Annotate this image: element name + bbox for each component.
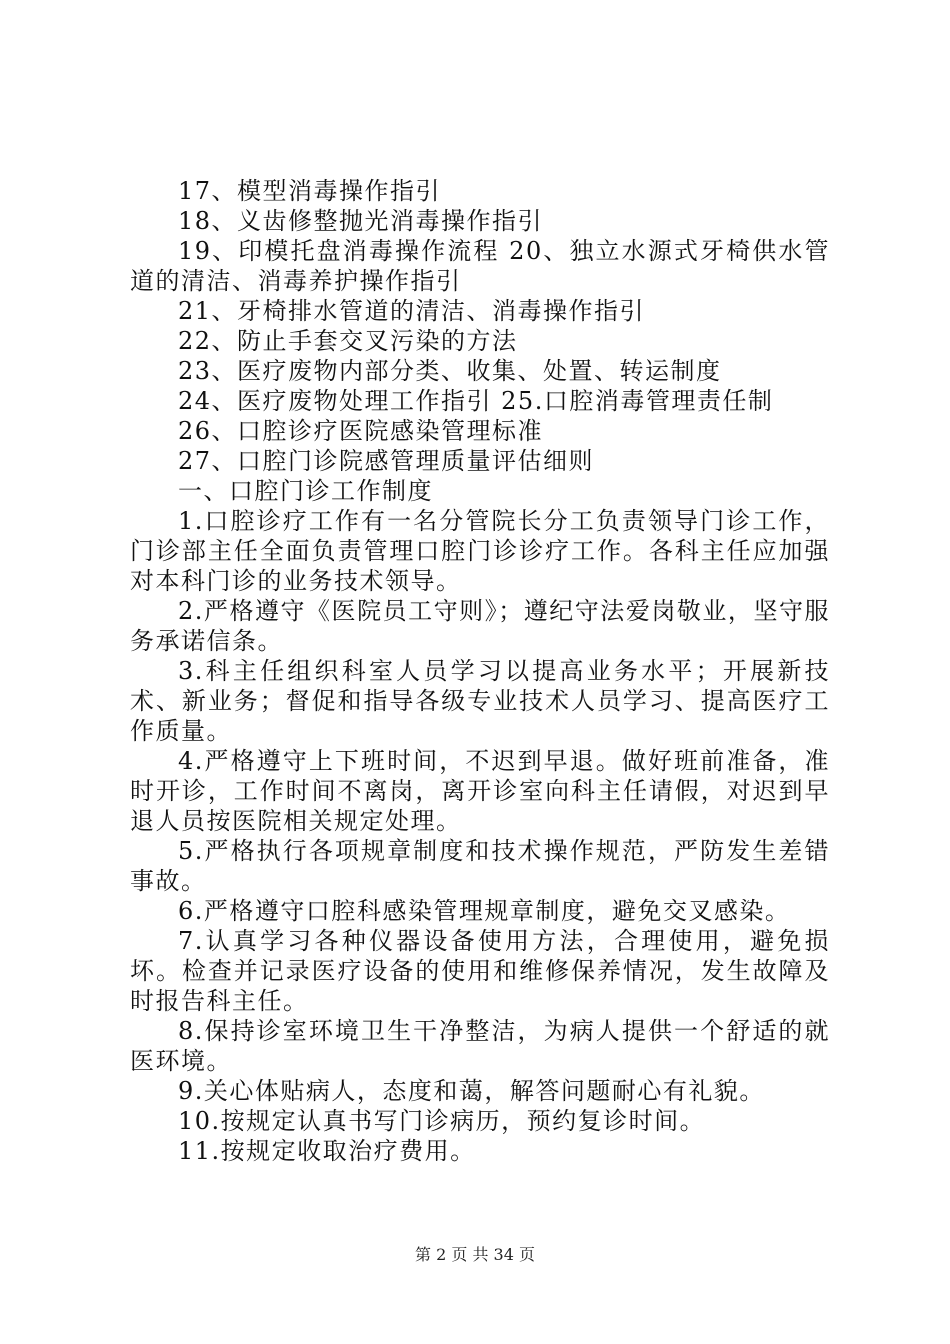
- paragraph: 8.保持诊室环境卫生干净整洁，为病人提供一个舒适的就医环境。: [130, 1017, 830, 1075]
- paragraph: 6.严格遵守口腔科感染管理规章制度，避免交叉感染。: [178, 897, 791, 925]
- paragraph: 3.科主任组织科室人员学习以提高业务水平；开展新技术、新业务；督促和指导各级专业技术人员学习、提高医疗工作质量。: [130, 657, 830, 745]
- paragraph: 10.按规定认真书写门诊病历，预约复诊时间。: [178, 1107, 706, 1135]
- paragraph: 11.按规定收取治疗费用。: [178, 1137, 476, 1165]
- paragraph: 2.严格遵守《医院员工守则》；遵纪守法爱岗敬业，坚守服务承诺信条。: [130, 597, 830, 655]
- paragraph: 7.认真学习各种仪器设备使用方法，合理使用，避免损坏。检查并记录医疗设备的使用和维修保养情况，发生故障及时报告科主任。: [130, 927, 830, 1015]
- paragraph: 5.严格执行各项规章制度和技术操作规范，严防发生差错事故。: [130, 837, 830, 895]
- paragraph: 23、医疗废物内部分类、收集、处置、转运制度: [178, 357, 722, 385]
- paragraph: 27、口腔门诊院感管理质量评估细则: [178, 447, 595, 475]
- paragraph: 9.关心体贴病人，态度和蔼，解答问题耐心有礼貌。: [178, 1077, 765, 1105]
- paragraph: 4.严格遵守上下班时间，不迟到早退。做好班前准备，准时开诊，工作时间不离岗，离开诊室向科主任请假，对迟到早退人员按医院相关规定处理。: [130, 747, 830, 835]
- paragraph: 19、印模托盘消毒操作流程 20、独立水源式牙椅供水管道的清洁、消毒养护操作指引: [130, 237, 830, 295]
- page-footer: 第 2 页 共 34 页: [415, 1245, 535, 1264]
- paragraph: 17、模型消毒操作指引: [178, 177, 442, 205]
- paragraph: 21、牙椅排水管道的清洁、消毒操作指引: [178, 297, 646, 325]
- paragraph: 18、义齿修整抛光消毒操作指引: [178, 207, 544, 235]
- paragraph: 1.口腔诊疗工作有一名分管院长分工负责领导门诊工作，门诊部主任全面负责管理口腔门诊诊疗工作。各科主任应加强对本科门诊的业务技术领导。: [130, 507, 830, 595]
- paragraph: 22、防止手套交叉污染的方法: [178, 327, 518, 355]
- paragraph: 26、口腔诊疗医院感染管理标准: [178, 417, 544, 445]
- document-body: [130, 176, 830, 1166]
- section-heading: 一、口腔门诊工作制度: [178, 477, 433, 505]
- paragraph: 24、医疗废物处理工作指引 25.口腔消毒管理责任制: [178, 387, 774, 415]
